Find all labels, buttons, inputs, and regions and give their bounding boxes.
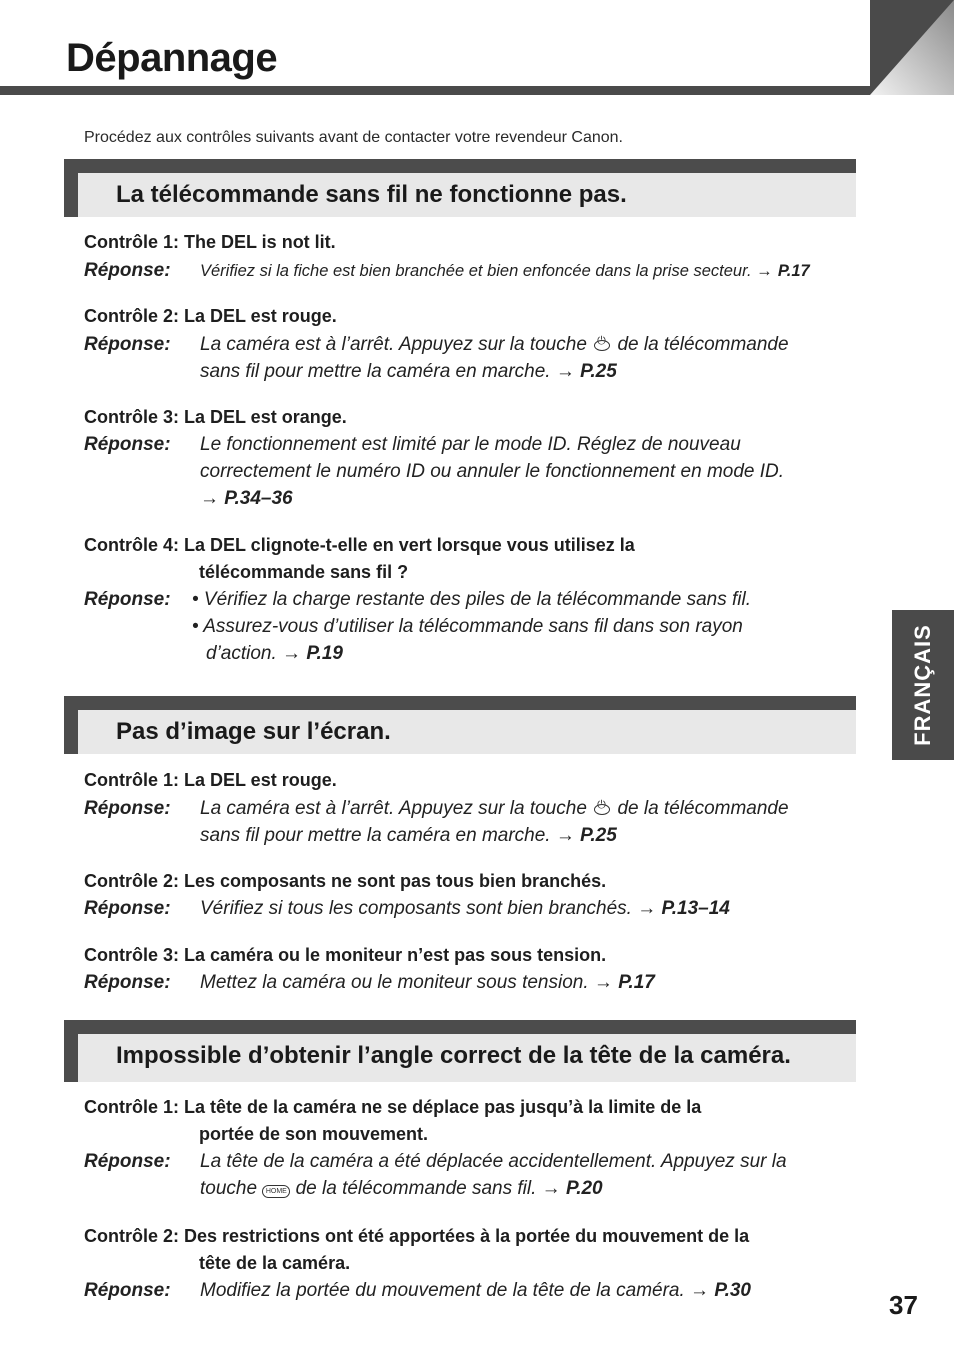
- response-text: sans fil pour mettre la caméra en marche. →: [200, 825, 575, 846]
- response-text: Modifiez la portée du mouvement de la tête de la caméra. →: [200, 1280, 710, 1301]
- response-label: Réponse:: [84, 589, 171, 610]
- response: [84, 330, 789, 385]
- response-label: Réponse:: [84, 334, 171, 355]
- section-remote-not-working: [64, 159, 856, 217]
- power-symbol: ⏻: [597, 799, 606, 811]
- page-reference: P.19: [306, 643, 343, 664]
- section-bar: [64, 696, 78, 754]
- check-label-text: tête de la caméra.: [199, 1253, 351, 1273]
- page-reference: P.17: [618, 972, 655, 993]
- intro-text: Procédez aux contrôles suivants avant de contacter votre revendeur Canon.: [84, 129, 623, 146]
- page-reference: P.20: [565, 1178, 603, 1199]
- response-text: de la télécommande: [617, 334, 789, 355]
- home-button-icon: HOME: [262, 1185, 290, 1198]
- section-bar: [64, 1020, 78, 1082]
- response-text: La caméra est à l’arrêt. Appuyez sur la touche: [200, 798, 587, 819]
- response-label: Réponse:: [84, 260, 171, 281]
- check-label: [84, 1223, 749, 1277]
- check-label-text: Contrôle 4: La DEL clignote-t-elle en vert lorsque vous utilisez la: [84, 535, 635, 555]
- response-text: La caméra est à l’arrêt. Appuyez sur la touche: [200, 334, 587, 355]
- check-label: Contrôle 3: La caméra ou le moniteur n’est pas sous tension.: [84, 945, 607, 965]
- response: [84, 431, 784, 512]
- page-title: Dépannage: [66, 36, 278, 80]
- response-text: de la télécommande sans fil. →: [295, 1178, 561, 1199]
- page-reference: P.34–36: [224, 488, 293, 509]
- page-number: 37: [889, 1290, 918, 1320]
- response-label: Réponse:: [84, 434, 171, 455]
- response: [84, 895, 730, 922]
- check-label: Contrôle 1: La DEL est rouge.: [84, 770, 337, 790]
- response-label: Réponse:: [84, 1280, 171, 1301]
- section-heading: Pas d’image sur l’écran.: [116, 718, 391, 745]
- response-text: sans fil pour mettre la caméra en marche. →: [200, 361, 575, 382]
- section-heading: La télécommande sans fil ne fonctionne pas.: [116, 181, 627, 208]
- title-rule: [0, 86, 872, 95]
- power-symbol: ⏻: [597, 335, 606, 347]
- response-label: Réponse:: [84, 972, 171, 993]
- response-text: →: [200, 488, 219, 509]
- section-heading: Impossible d’obtenir l’angle correct de la tête de la caméra.: [116, 1042, 791, 1069]
- response-text: touche: [200, 1178, 258, 1199]
- response: [84, 257, 810, 285]
- response: [84, 969, 655, 996]
- response-text: La tête de la caméra a été déplacée accidentellement. Appuyez sur la: [200, 1151, 787, 1172]
- response-text: de la télécommande: [617, 798, 789, 819]
- response: [84, 1277, 751, 1304]
- check-label-text: portée de son mouvement.: [199, 1124, 429, 1144]
- response-text: correctement le numéro ID ou annuler le fonctionnement en mode ID.: [200, 461, 785, 482]
- page-reference: P.17: [777, 262, 810, 280]
- page-reference: P.25: [580, 825, 617, 846]
- response: [84, 794, 789, 849]
- language-tab-label: FRANÇAIS: [910, 624, 935, 746]
- language-tab: [892, 610, 954, 760]
- section-bar: [64, 159, 78, 217]
- section-camera-angle: [64, 1020, 856, 1082]
- response-text: • Vérifiez la charge restante des piles de la télécommande sans fil.: [192, 589, 751, 610]
- check-label: Contrôle 3: La DEL est orange.: [84, 407, 347, 427]
- power-button-icon: [592, 794, 612, 818]
- check-label: [84, 1094, 701, 1148]
- check-label: Contrôle 1: The DEL is not lit.: [84, 232, 336, 252]
- response: [84, 1148, 787, 1202]
- check-label: Contrôle 2: La DEL est rouge.: [84, 306, 337, 326]
- page-reference: P.13–14: [661, 898, 730, 919]
- response-label: Réponse:: [84, 1151, 171, 1172]
- response-label: Réponse:: [84, 798, 171, 819]
- check-label-text: Contrôle 1: La tête de la caméra ne se déplace pas jusqu’à la limite de la: [84, 1097, 702, 1117]
- response-text: d’action. →: [206, 643, 302, 664]
- check-label-text: télécommande sans fil ?: [199, 562, 409, 582]
- response-text: Mettez la caméra ou le moniteur sous tension. →: [200, 972, 613, 993]
- page-reference: P.25: [580, 361, 617, 382]
- section-bar: [64, 696, 856, 710]
- response: [84, 586, 751, 667]
- page-reference: P.30: [714, 1280, 751, 1301]
- response-text: • Assurez-vous d’utiliser la télécommande sans fil dans son rayon: [192, 616, 743, 637]
- check-label: [84, 532, 635, 586]
- response-label: Réponse:: [84, 898, 171, 919]
- response-text: Vérifiez si la fiche est bien branchée et bien enfoncée dans la prise secteur. →: [200, 262, 773, 280]
- section-no-image: [64, 696, 856, 754]
- check-label: Contrôle 2: Les composants ne sont pas tous bien branchés.: [84, 871, 607, 891]
- power-button-icon: [592, 330, 612, 354]
- corner-decoration: [870, 0, 954, 95]
- response-text: Le fonctionnement est limité par le mode ID. Réglez de nouveau: [200, 434, 741, 455]
- response-text: Vérifiez si tous les composants sont bien branchés. →: [200, 898, 657, 919]
- section-bar: [64, 1020, 856, 1034]
- check-label-text: Contrôle 2: Des restrictions ont été apportées à la portée du mouvement de la: [84, 1226, 750, 1246]
- section-bar: [64, 159, 856, 173]
